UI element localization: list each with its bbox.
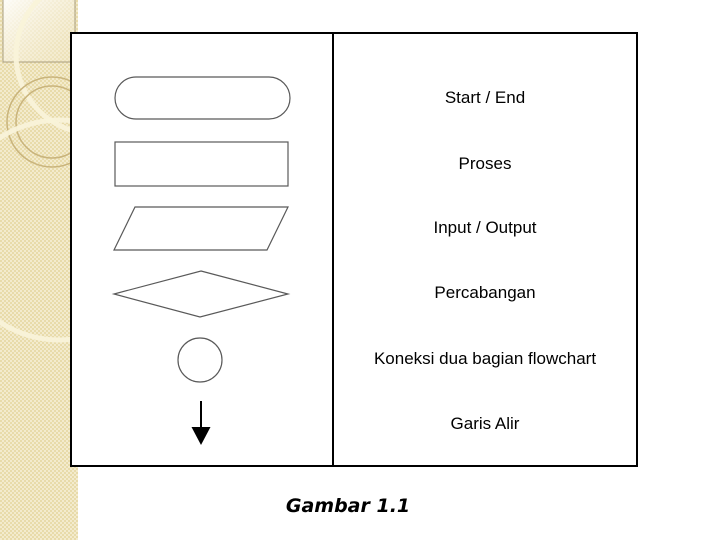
label-garis-alir: Garis Alir	[450, 414, 520, 433]
label-proses: Proses	[458, 154, 512, 173]
labels-column	[334, 34, 636, 465]
label-percabangan: Percabangan	[434, 283, 536, 302]
cream-circle-bottom	[0, 120, 78, 340]
connector-circle-shape	[178, 338, 222, 382]
label-input-output: Input / Output	[433, 218, 537, 237]
decision-diamond-shape	[114, 271, 288, 317]
flowchart-symbols-table	[70, 32, 638, 467]
input-output-parallelogram-shape	[114, 207, 288, 250]
label-start-end: Start / End	[444, 88, 526, 107]
symbols-column	[72, 34, 332, 465]
figure-caption: Gambar 1.1	[285, 495, 411, 517]
terminator-stadium-shape	[115, 77, 290, 119]
sidebar-decoration-graphic	[0, 0, 78, 540]
process-rectangle-shape	[115, 142, 288, 186]
flow-arrow-head	[192, 427, 211, 445]
label-koneksi: Koneksi dua bagian flowchart	[373, 349, 597, 368]
sidebar-decoration	[0, 0, 78, 540]
